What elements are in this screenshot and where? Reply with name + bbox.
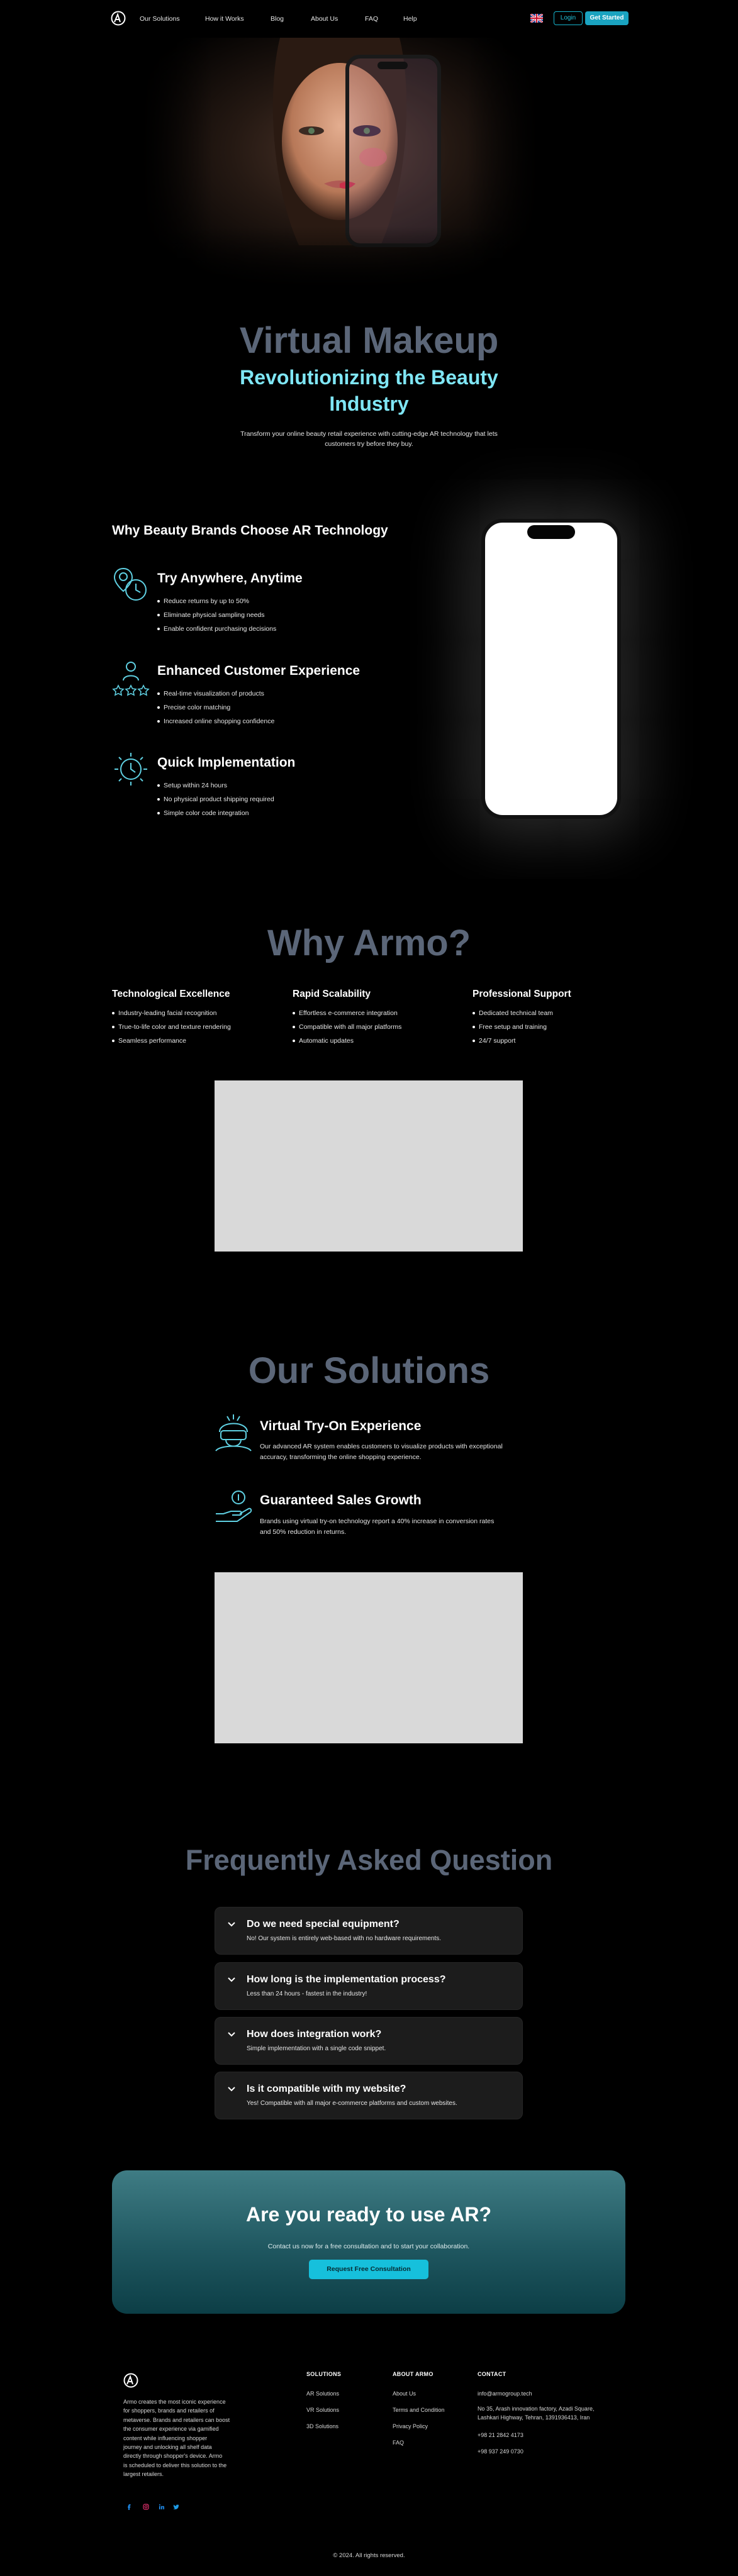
hero-title: Virtual Makeup: [239, 320, 499, 361]
footer-link-terms[interactable]: Terms and Condition: [393, 2407, 445, 2413]
footer-about-line: Armo creates the most iconic experience: [123, 2399, 226, 2405]
footer-heading-solutions: SOLUTIONS: [306, 2371, 342, 2377]
footer-heading-contact: CONTACT: [478, 2371, 506, 2377]
faq-question[interactable]: Do we need special equipment?: [247, 1919, 400, 1929]
faq-answer: Less than 24 hours - fastest in the industry!: [247, 1990, 367, 1997]
list-item: 24/7 support: [472, 1034, 553, 1048]
solution-title-virtual-try-on: Virtual Try-On Experience: [260, 1419, 422, 1433]
footer-about-line: for shoppers, brands and retailers of: [123, 2407, 215, 2414]
nav-link-about-us[interactable]: About Us: [311, 15, 338, 23]
list-item: Seamless performance: [112, 1034, 231, 1048]
nav-link-how-it-works[interactable]: How it Works: [205, 15, 244, 23]
cta-title: Are you ready to use AR?: [245, 2203, 491, 2226]
footer-phone-2[interactable]: +98 937 249 0730: [478, 2448, 523, 2455]
footer-heading-about: ABOUT ARMO: [393, 2371, 433, 2377]
footer-about-line: directly through shopper's device. Armo: [123, 2453, 223, 2460]
feature-title-customer-experience: Enhanced Customer Experience: [157, 663, 361, 678]
faq-answer: Yes! Compatible with all major e-commerce platforms and custom websites.: [247, 2100, 457, 2107]
feature-bullets-customer-experience: [157, 687, 274, 728]
hero-subtitle: [0, 365, 738, 417]
solution-desc-sales-growth: [260, 1516, 534, 1538]
solution-desc-virtual-try-on: [260, 1441, 534, 1463]
faq-item[interactable]: [215, 1962, 523, 2010]
list-item: Setup within 24 hours: [157, 779, 274, 792]
why-armo-title: Why Armo?: [267, 923, 471, 963]
footer-phone-1[interactable]: +98 21 2842 4173: [478, 2432, 523, 2438]
request-consultation-button[interactable]: Request Free Consultation: [309, 2260, 428, 2279]
faq-item[interactable]: [215, 2072, 523, 2119]
solution-desc-line1: Our advanced AR system enables customers to visualize products with exceptional: [260, 1443, 503, 1450]
solution-title-sales-growth: Guaranteed Sales Growth: [260, 1493, 422, 1507]
footer-about-line: the consumer experience via gamified: [123, 2426, 219, 2433]
hero-subtitle-line2: Industry: [329, 392, 409, 415]
faq-question[interactable]: How does integration work?: [247, 2029, 382, 2040]
solution-desc-line1: Brands using virtual try-on technology report a 40% increase in conversion rates: [260, 1518, 495, 1525]
login-button[interactable]: Login: [554, 11, 583, 25]
armo-logo-icon[interactable]: [111, 10, 126, 26]
clock-gear-icon: [112, 750, 150, 788]
list-item: Simple color code integration: [157, 806, 274, 820]
solution-desc-line2: accuracy, transforming the online shopping experience.: [260, 1453, 422, 1461]
list-item: Industry-leading facial recognition: [112, 1006, 231, 1020]
list-item: Automatic updates: [293, 1034, 401, 1048]
faq-question[interactable]: How long is the implementation process?: [247, 1974, 446, 1985]
footer-about-line: journey and unlocking all shelf data: [123, 2443, 212, 2450]
location-clock-icon: [112, 566, 150, 604]
twitter-icon[interactable]: [173, 2504, 179, 2510]
footer-address-line1: No 35, Arash innovation factory, Azadi Square,: [478, 2406, 595, 2412]
chevron-down-icon[interactable]: [227, 1977, 236, 1983]
video-placeholder[interactable]: [215, 1572, 523, 1743]
faq-question[interactable]: Is it compatible with my website?: [247, 2084, 406, 2094]
footer-about-line: largest retailers.: [123, 2471, 164, 2478]
cta-description: Contact us now for a free consultation and to start your collaboration.: [267, 2243, 470, 2250]
why-brands-heading: Why Beauty Brands Choose AR Technology: [112, 523, 388, 538]
list-item: Free setup and training: [472, 1020, 553, 1034]
solutions-title: Our Solutions: [248, 1350, 490, 1391]
hand-coins-icon: [215, 1489, 252, 1528]
nav-link-faq[interactable]: FAQ: [365, 15, 379, 23]
ar-headset-icon: [215, 1413, 252, 1452]
feature-title-quick-implementation: Quick Implementation: [157, 755, 296, 770]
column-list-rapid-scalability: [293, 1006, 401, 1048]
list-item: Increased online shopping confidence: [157, 714, 274, 728]
footer-about-line: content while influencing shopper: [123, 2434, 208, 2441]
hero-makeup-image: [142, 38, 538, 289]
column-title-rapid-scalability: Rapid Scalability: [293, 989, 371, 999]
column-title-professional-support: Professional Support: [472, 989, 571, 999]
cta-banner: [112, 2170, 625, 2314]
footer-link-vr-solutions[interactable]: VR Solutions: [306, 2407, 340, 2413]
facebook-icon[interactable]: [126, 2504, 132, 2510]
footer-logo-icon[interactable]: [123, 2372, 138, 2389]
linkedin-icon[interactable]: [159, 2504, 165, 2510]
faq-answer: Simple implementation with a single code snippet.: [247, 2045, 386, 2052]
list-item: True-to-life color and texture rendering: [112, 1020, 231, 1034]
list-item: No physical product shipping required: [157, 792, 274, 806]
nav-link-help[interactable]: Help: [403, 15, 417, 23]
hero-subtitle-line1: Revolutionizing the Beauty: [240, 366, 498, 389]
hero-description-line1: Transform your online beauty retail experience with cutting-edge AR technology that lets: [240, 430, 498, 438]
faq-title: Frequently Asked Question: [185, 1844, 553, 1876]
navbar: [0, 0, 738, 38]
get-started-button[interactable]: Get Started: [585, 11, 629, 25]
column-title-technological-excellence: Technological Excellence: [112, 989, 230, 999]
list-item: Dedicated technical team: [472, 1006, 553, 1020]
list-item: Reduce returns by up to 50%: [157, 594, 276, 608]
solution-desc-line2: and 50% reduction in returns.: [260, 1528, 347, 1536]
nav-link-our-solutions[interactable]: Our Solutions: [140, 15, 180, 23]
footer-link-faq[interactable]: FAQ: [393, 2440, 405, 2446]
hero-description-line2: customers try before they buy.: [325, 440, 413, 448]
footer-about-line: metaverse. Brands and retailers can boost: [123, 2416, 230, 2423]
footer-address: [478, 2405, 603, 2423]
feature-bullets-quick-implementation: [157, 779, 274, 820]
list-item: Enable confident purchasing decisions: [157, 622, 276, 636]
chevron-down-icon[interactable]: [227, 1921, 236, 1928]
nav-link-blog[interactable]: Blog: [271, 15, 284, 23]
footer-email-link[interactable]: info@armogroup.tech: [478, 2390, 532, 2397]
hero-description: [0, 429, 738, 450]
list-item: Precise color matching: [157, 701, 274, 714]
footer-about-text: [123, 2397, 240, 2479]
video-placeholder[interactable]: [215, 1080, 523, 1252]
chevron-down-icon[interactable]: [227, 2031, 236, 2038]
footer-link-3d-solutions[interactable]: 3D Solutions: [306, 2423, 339, 2429]
chevron-down-icon[interactable]: [227, 2086, 236, 2092]
faq-item[interactable]: [215, 2017, 523, 2065]
list-item: Real-time visualization of products: [157, 687, 274, 701]
footer-link-ar-solutions[interactable]: AR Solutions: [306, 2390, 340, 2397]
faq-item[interactable]: [215, 1907, 523, 1955]
column-list-professional-support: [472, 1006, 553, 1048]
footer-link-privacy[interactable]: Privacy Policy: [393, 2423, 428, 2429]
feature-title-try-anywhere: Try Anywhere, Anytime: [157, 571, 303, 586]
phone-mockup: [481, 519, 621, 819]
feature-bullets-try-anywhere: [157, 594, 276, 636]
phone-notch: [527, 525, 575, 539]
column-list-technological-excellence: [112, 1006, 231, 1048]
copyright: © 2024. All rights reserved.: [333, 2552, 405, 2559]
footer-about-line: is scheduled to deliver this solution to the: [123, 2462, 227, 2468]
list-item: Compatible with all major platforms: [293, 1020, 401, 1034]
footer-link-about-us[interactable]: About Us: [393, 2390, 417, 2397]
list-item: Eliminate physical sampling needs: [157, 608, 276, 622]
list-item: Effortless e-commerce integration: [293, 1006, 401, 1020]
customer-stars-icon: [112, 659, 150, 697]
uk-flag-icon[interactable]: [530, 14, 543, 23]
faq-answer: No! Our system is entirely web-based with no hardware requirements.: [247, 1935, 442, 1942]
instagram-icon[interactable]: [143, 2504, 149, 2510]
footer-address-line2: Lashkari Highway, Tehran, 1391936413, Iran: [478, 2414, 590, 2421]
